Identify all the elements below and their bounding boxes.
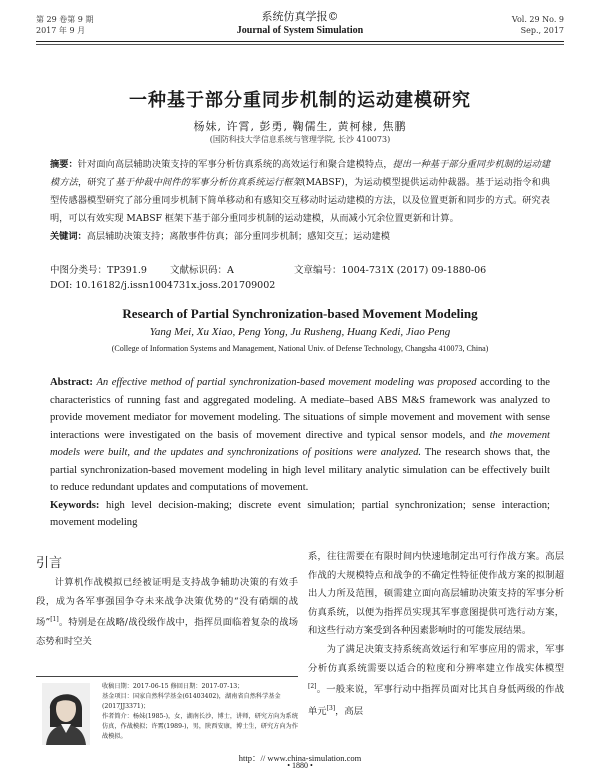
body-paragraph: [36, 574, 298, 651]
abstract-en-italic1: An effective method of partial synchronization-based movement modeling was proposed: [96, 377, 477, 388]
abstract-cn-part5: (MABSF)，为运动模型提供运动仲裁器。基于运动指令和典型传感器模型研究了部分重同步机制下简单移动和有感知交互移动时运动建模的方法，以及位置更新和同步的方式。研究表明，可以有效实现 MABSF 框架下基于部分重同步机制的运动建模，从而减小冗余位置更新和计算。: [50, 177, 551, 224]
abstract-en: [50, 374, 550, 532]
body-paragraph: 系，往往需要在有限时间内快速地制定出可行作战方案。高层作战的大规模特点和战争的不确定性特征使作战方案的拟制超出人力所及范围，硕需建立面向高层辅助决策支持的军事分析仿真系统，以便为指挥员实现其军事意图提供可选行动方案，和这些行动方案受到各种因素影响时的可能发展结果。: [308, 551, 564, 637]
authors-cn: 杨妹, 许霄, 彭勇, 鞠儒生, 黄柯棣, 焦鹏: [193, 120, 407, 133]
journal-name-en: Journal of System Simulation: [236, 25, 364, 36]
header-rule-thin: [36, 44, 564, 45]
footnote-box: [36, 676, 298, 756]
document-code: 文献标识码：A: [170, 265, 234, 276]
doi: DOI: 10.16182/j.issn1004731x.joss.201709002: [50, 280, 276, 291]
author-bio: 作者简介：杨妹(1985-)，女，湖南长沙，博士，讲师，研究方向为系统仿真，作战模拟；许霄(1989-)，男，陕西安康，博士生，研究方向为作战模拟。: [102, 713, 298, 740]
author-portrait-icon: [42, 683, 90, 745]
body-text: 为了满足决策支持系统高效运行和军事应用的需求，军事分析仿真系统需要以适合的粒度和分辨率建立作战实体模型: [308, 643, 564, 674]
keywords-label-cn: 关键词：: [50, 231, 87, 242]
body-text: 计算机作战模拟已经被证明是支持战争辅助决策的有效手段，成为各军事强国争夺未来战争决策优势的“没有硝烟的战场”: [36, 577, 298, 629]
abstract-cn-part1: 针对面向高层辅助决策支持的军事分析仿真系统的高效运行和聚合建模特点，: [77, 159, 393, 170]
abstract-cn-part2: 提出一种基于部分重同步机制的运动建模方法: [50, 159, 551, 188]
footnote-text: [102, 682, 298, 742]
clc-number: 中图分类号：TP391.9: [50, 265, 147, 276]
body-column-right: [308, 548, 564, 722]
paper-title-en: Research of Partial Synchronization-based Movement Modeling: [122, 306, 478, 321]
keywords-cn: 高层辅助决策支持；离散事件仿真；部分重同步机制；感知交互；运动建模: [86, 231, 390, 242]
body-text: 。一般来说，军事行动中指挥员面对比其自身低两级的作战单元: [308, 684, 564, 717]
citation: [1]: [50, 616, 59, 623]
funding: 基金项目：国家自然科学基金(61403402)，湖南省自然科学基金(2017JJ3371)；: [102, 693, 281, 710]
authors-en: Yang Mei, Xu Xiao, Peng Yong, Ju Rusheng, Huang Kedi, Jiao Peng: [149, 326, 451, 338]
page-number: • 1880 •: [287, 761, 313, 770]
keywords-label-en: Keywords:: [50, 499, 100, 511]
abstract-cn: [50, 156, 550, 246]
body-text: ，高层: [335, 705, 364, 717]
affiliation-en: (College of Information Systems and Management, National Univ. of Defense Technology, Changsha 410073, China): [111, 344, 489, 353]
header-journal: [0, 10, 600, 38]
paper-title-cn: 一种基于部分重同步机制的运动建模研究: [129, 90, 471, 111]
affiliation-cn: (国防科技大学信息系统与管理学院, 长沙 410073): [209, 135, 391, 144]
citation: [3]: [326, 704, 336, 712]
citation: [2]: [308, 683, 317, 691]
received-date: 收稿日期：2017-06-15 修回日期：2017-07-13；: [102, 683, 244, 690]
abstract-label-en: Abstract:: [50, 377, 93, 388]
header-rule: [36, 41, 564, 42]
article-number: 文章编号：1004-731X (2017) 09-1880-06: [294, 265, 487, 276]
header-volume: 第 29 卷第 9 期: [36, 15, 94, 24]
journal-name-cn: 系统仿真学报©: [261, 10, 339, 23]
header-issue-en: [512, 14, 564, 36]
abstract-cn-part3: ，研究了: [78, 177, 116, 188]
abstract-en-text1: according to the characteristics of running fast and aggregated modeling. A mediate–based ABS M&S framework was analyzed to provide movement mediator for movement modeling. The situations of simple movement and movement with sense interactions were investigated on the basis of movement directive and typical sensor models, and: [50, 377, 550, 441]
classification-line: [50, 262, 550, 276]
header-date-en: Sep., 2017: [520, 26, 564, 35]
abstract-en-text2: The research shows that, the partial synchronization-based movement modeling in high level military analytic simulation can be effectively built to reduce redundant updates and computations of movement.: [50, 447, 550, 493]
keywords-en: high level decision-making; discrete event simulation; partial synchronization; sense interaction; movement modeling: [50, 499, 551, 528]
abstract-label-cn: 摘要：: [50, 159, 78, 170]
body-paragraph: [308, 641, 564, 722]
footer-url: http：// www.china-simulation.com: [238, 753, 362, 763]
header-volume-en: Vol. 29 No. 9: [511, 15, 564, 24]
author-photo: [42, 683, 90, 745]
body-column-left: [36, 574, 298, 651]
section-title-introduction: 引言: [36, 556, 63, 571]
header-date: 2017 年 9 月: [36, 26, 86, 35]
abstract-cn-part4: 基于仲裁中间件的军事分析仿真系统运行框架: [115, 177, 303, 188]
abstract-en-italic2: the movement models were built, and the updates and synchronizations of positions were analyzed.: [50, 429, 550, 458]
body-text: 。特别是在战略/战役级作战中，指挥员面临着复杂的战场态势和时空关: [36, 617, 298, 647]
